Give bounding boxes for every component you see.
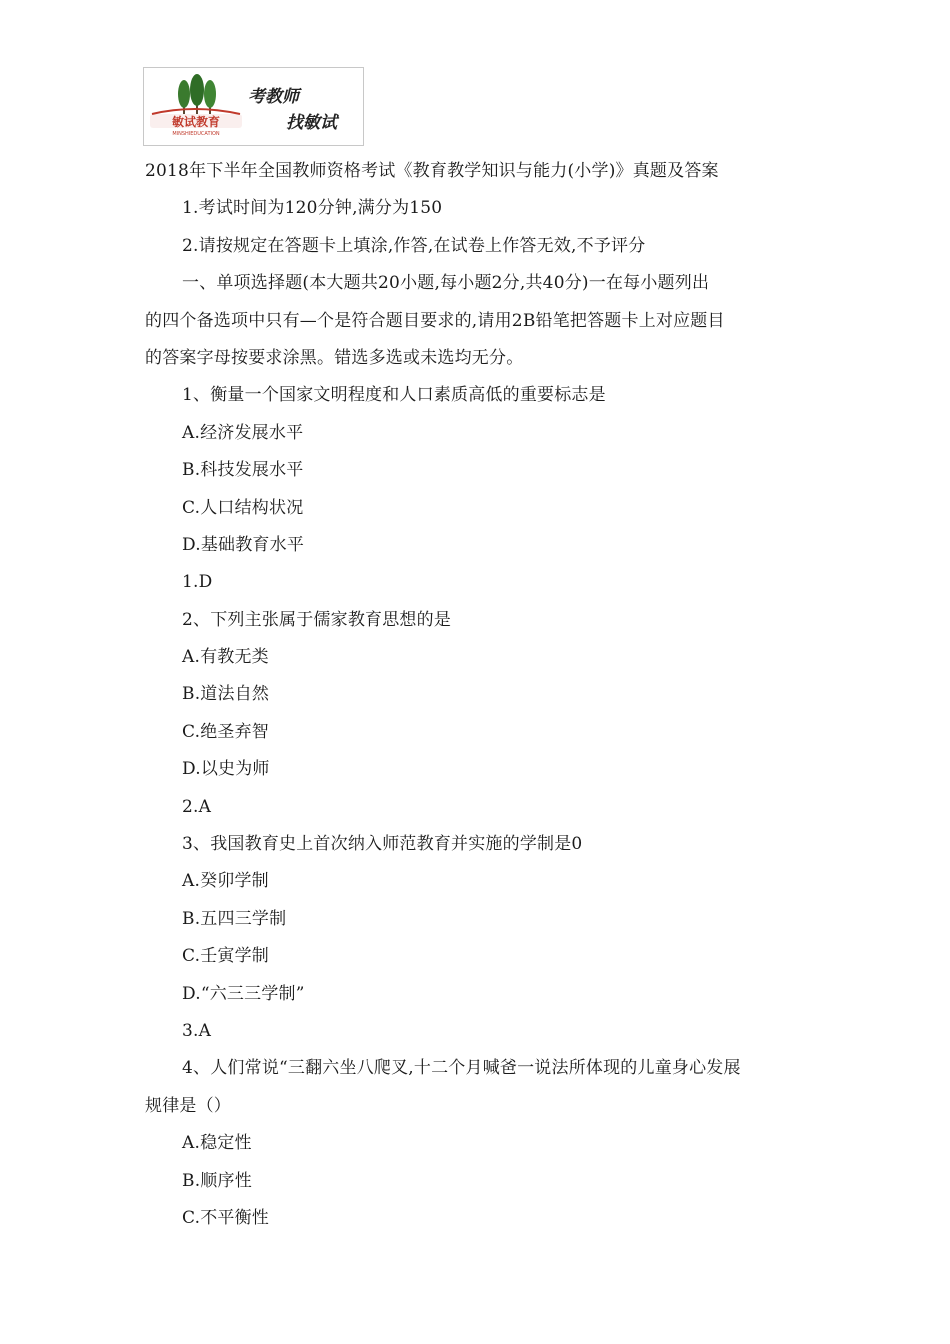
question-option: B.道法自然 [182,684,270,705]
question-option: C.人口结构状况 [182,497,304,518]
question-option: C.绝圣弃智 [182,721,270,742]
section-intro-line: 一、单项选择题(本大题共20小题,每小题2分,共40分)一在每小题列出 [182,273,710,294]
logo-brand-cn: 敏试教育 [171,115,221,129]
document-title: 2018年下半年全国教师资格考试《教育教学知识与能力(小学)》真题及答案 [145,161,719,181]
question-option: B.顺序性 [182,1170,252,1191]
question-stem: 3、我国教育史上首次纳入师范教育并实施的学制是0 [182,834,583,855]
question-stem: 4、人们常说“三翻六坐八爬叉,十二个月喊爸一说法所体现的儿童身心发展 [182,1058,741,1079]
question-option: A.经济发展水平 [182,422,304,443]
logo-graphic [144,68,363,145]
question-option: B.五四三学制 [182,908,287,929]
question-option: D.以史为师 [182,759,270,780]
question-option: D.“六三三学制” [182,983,305,1004]
question-option: A.有教无类 [182,647,269,668]
question-stem: 2、下列主张属于儒家教育思想的是 [182,609,452,630]
question-answer: 3.A [182,1020,212,1041]
question-answer: 2.A [182,796,212,817]
tree-icon [190,74,204,114]
question-option: C.壬寅学制 [182,946,270,967]
logo-brand-en: MINSHIEDUCATION [172,131,220,137]
question-option: D.基础教育水平 [182,534,305,555]
question-option: C.不平衡性 [182,1207,270,1228]
question-stem: 规律是（） [145,1095,231,1116]
section-intro-line: 的四个备选项中只有—个是符合题目要求的,请用2B铅笔把答题卡上对应题目 [145,310,725,331]
question-stem: 1、衡量一个国家文明程度和人口素质高低的重要标志是 [182,385,606,406]
document-body [145,153,815,1237]
exam-note: 1.考试时间为120分钟,满分为150 [182,198,443,219]
question-option: A.癸卯学制 [182,871,269,892]
brand-logo [143,67,364,146]
question-answer: 1.D [182,572,213,593]
question-option: A.稳定性 [182,1133,252,1154]
question-option: B.科技发展水平 [182,460,304,481]
section-intro-line: 的答案字母按要求涂黑。错选多选或未选均无分。 [145,347,524,368]
exam-note: 2.请按规定在答题卡上填涂,作答,在试卷上作答无效,不予评分 [182,235,646,256]
logo-slogan-1: 考教师 [248,87,299,107]
logo-slogan-2: 找敏试 [286,113,337,133]
